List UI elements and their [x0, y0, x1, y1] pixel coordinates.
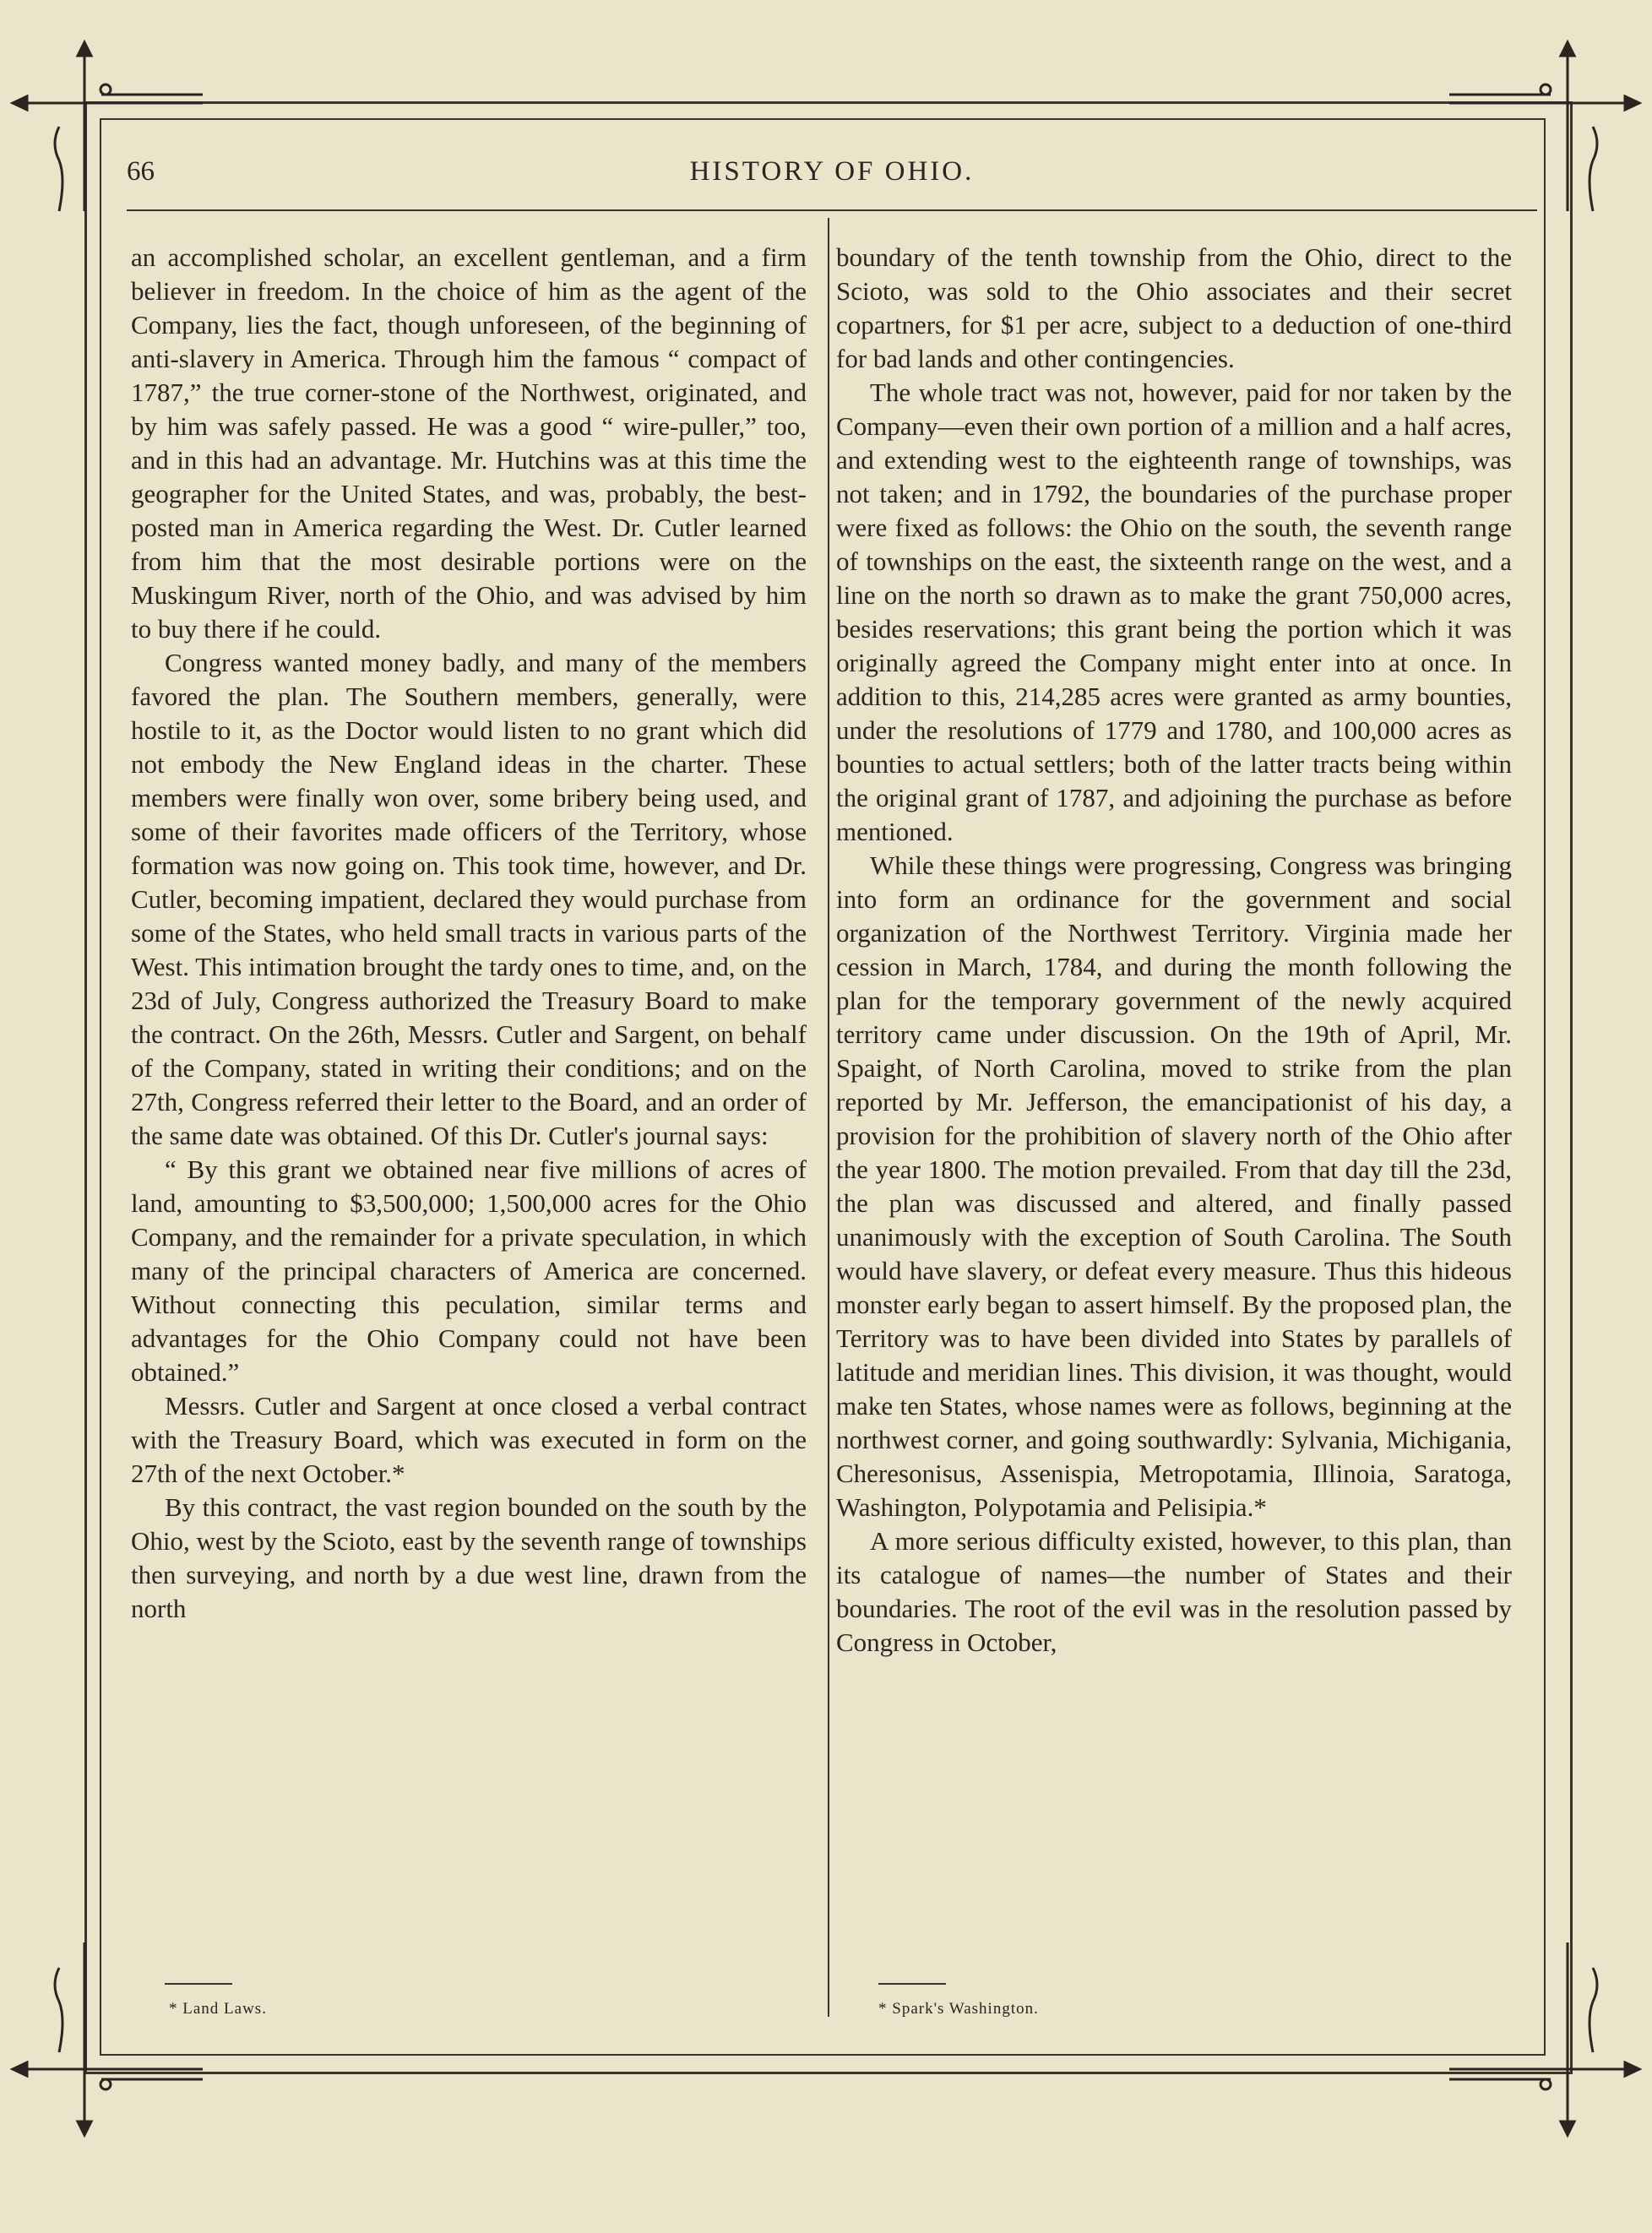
- left-column: [131, 241, 807, 1626]
- paragraph: an accomplished scholar, an excellent gentleman, and a firm believer in freedom. In the choice of him as the agent of the Company, lies the fact, though unforeseen, of the beginning of anti-slavery in America. Through him the famous “ compact of 1787,” the true corner-stone of the Northwest, originated, and by him was safely passed. He was a good “ wire-puller,” too, and in this had an advantage. Mr. Hutchins was at this time the geographer for the United States, and was, probably, the best-posted man in America regarding the West. Dr. Cutler learned from him that the most desirable portions were on the Muskingum River, north of the Ohio, and was advised by him to buy there if he could.: [131, 242, 807, 644]
- footnote-rule: [878, 1983, 946, 1985]
- column-divider: [828, 218, 829, 2017]
- right-column: [836, 241, 1512, 1660]
- page-number: 66: [127, 156, 155, 187]
- paragraph: By this contract, the vast region bounded on the south by the Ohio, west by the Scioto, east by the seventh range of townships then surveying, and north by a due west line, drawn from the north: [131, 1492, 807, 1623]
- paragraph: Messrs. Cutler and Sargent at once closed a verbal contract with the Treasury Board, which was executed in form on the 27th of the next October.*: [131, 1391, 807, 1488]
- paragraph: A more serious difficulty existed, however, to this plan, than its catalogue of names—the number of States and their boundaries. The root of the evil was in the resolution passed by Congress in October,: [836, 1526, 1512, 1657]
- page-header: [127, 156, 1537, 198]
- paragraph: Congress wanted money badly, and many of the members favored the plan. The Southern members, generally, were hostile to it, as the Doctor would listen to no grant which did not embody the New England ideas in the charter. These members were finally won over, some bribery being used, and some of their favorites made officers of the Territory, whose formation was now going on. This took time, however, and Dr. Cutler, becoming impatient, declared they would purchase from some of the States, who held small tracts in various parts of the West. This intimation brought the tardy ones to time, and, on the 23d of July, Congress authorized the Treasury Board to make the contract. On the 26th, Messrs. Cutler and Sargent, on behalf of the Company, stated in writing their conditions; and on the 27th, Congress referred their letter to the Board, and an order of the same date was obtained. Of this Dr. Cutler's journal says:: [131, 648, 807, 1150]
- paragraph: The whole tract was not, however, paid for nor taken by the Company—even their own portion of a million and a half acres, and extending west to the eighteenth range of townships, was not taken; and in 1792, the boundaries of the purchase proper were fixed as follows: the Ohio on the south, the seventh range of townships on the east, the sixteenth range on the west, and a line on the north so drawn as to make the grant 750,000 acres, besides reservations; this grant being the portion which it was originally agreed the Company might enter into at once. In addition to this, 214,285 acres were granted as army bounties, under the resolutions of 1779 and 1780, and 100,000 acres as bounties to actual settlers; both of the latter tracts being within the original grant of 1787, and adjoining the purchase as before mentioned.: [836, 378, 1512, 846]
- header-rule: [127, 209, 1537, 211]
- running-head: HISTORY OF OHIO.: [689, 156, 975, 187]
- quotation-paragraph: “ By this grant we obtained near five millions of acres of land, amounting to $3,500,000; 1,500,000 acres for the Ohio Company, and the remainder for a private speculation, in which many of the principal characters of America are concerned. Without connecting this peculation, similar terms and advantages for the Ohio Company could not have been obtained.”: [131, 1155, 807, 1387]
- footnote: * Spark's Washington.: [878, 2000, 1039, 2018]
- footnote: * Land Laws.: [169, 2000, 267, 2018]
- paragraph: boundary of the tenth township from the Ohio, direct to the Scioto, was sold to the Ohio associates and their secret copartners, for $1 per acre, subject to a deduction of one-third for bad lands and other contingencies.: [836, 242, 1512, 373]
- paragraph: While these things were progressing, Congress was bringing into form an ordinance for the government and social organization of the Northwest Territory. Virginia made her cession in March, 1784, and during the month following the plan for the temporary government of the newly acquired territory came under discussion. On the 19th of April, Mr. Spaight, of North Carolina, moved to strike from the plan reported by Mr. Jefferson, the emancipationist of his day, a provision for the prohibition of slavery north of the Ohio after the year 1800. The motion prevailed. From that day till the 23d, the plan was discussed and altered, and finally passed unanimously with the exception of South Carolina. The South would have slavery, or defeat every measure. Thus this hideous monster early began to assert himself. By the proposed plan, the Territory was to have been divided into States by parallels of latitude and meridian lines. This division, it was thought, would make ten States, whose names were as follows, beginning at the northwest corner, and going southwardly: Sylvania, Michigania, Cheresonisus, Assenispia, Metropotamia, Illinoia, Saratoga, Washington, Polypotamia and Pelisipia.*: [836, 850, 1512, 1522]
- footnote-rule: [165, 1983, 232, 1985]
